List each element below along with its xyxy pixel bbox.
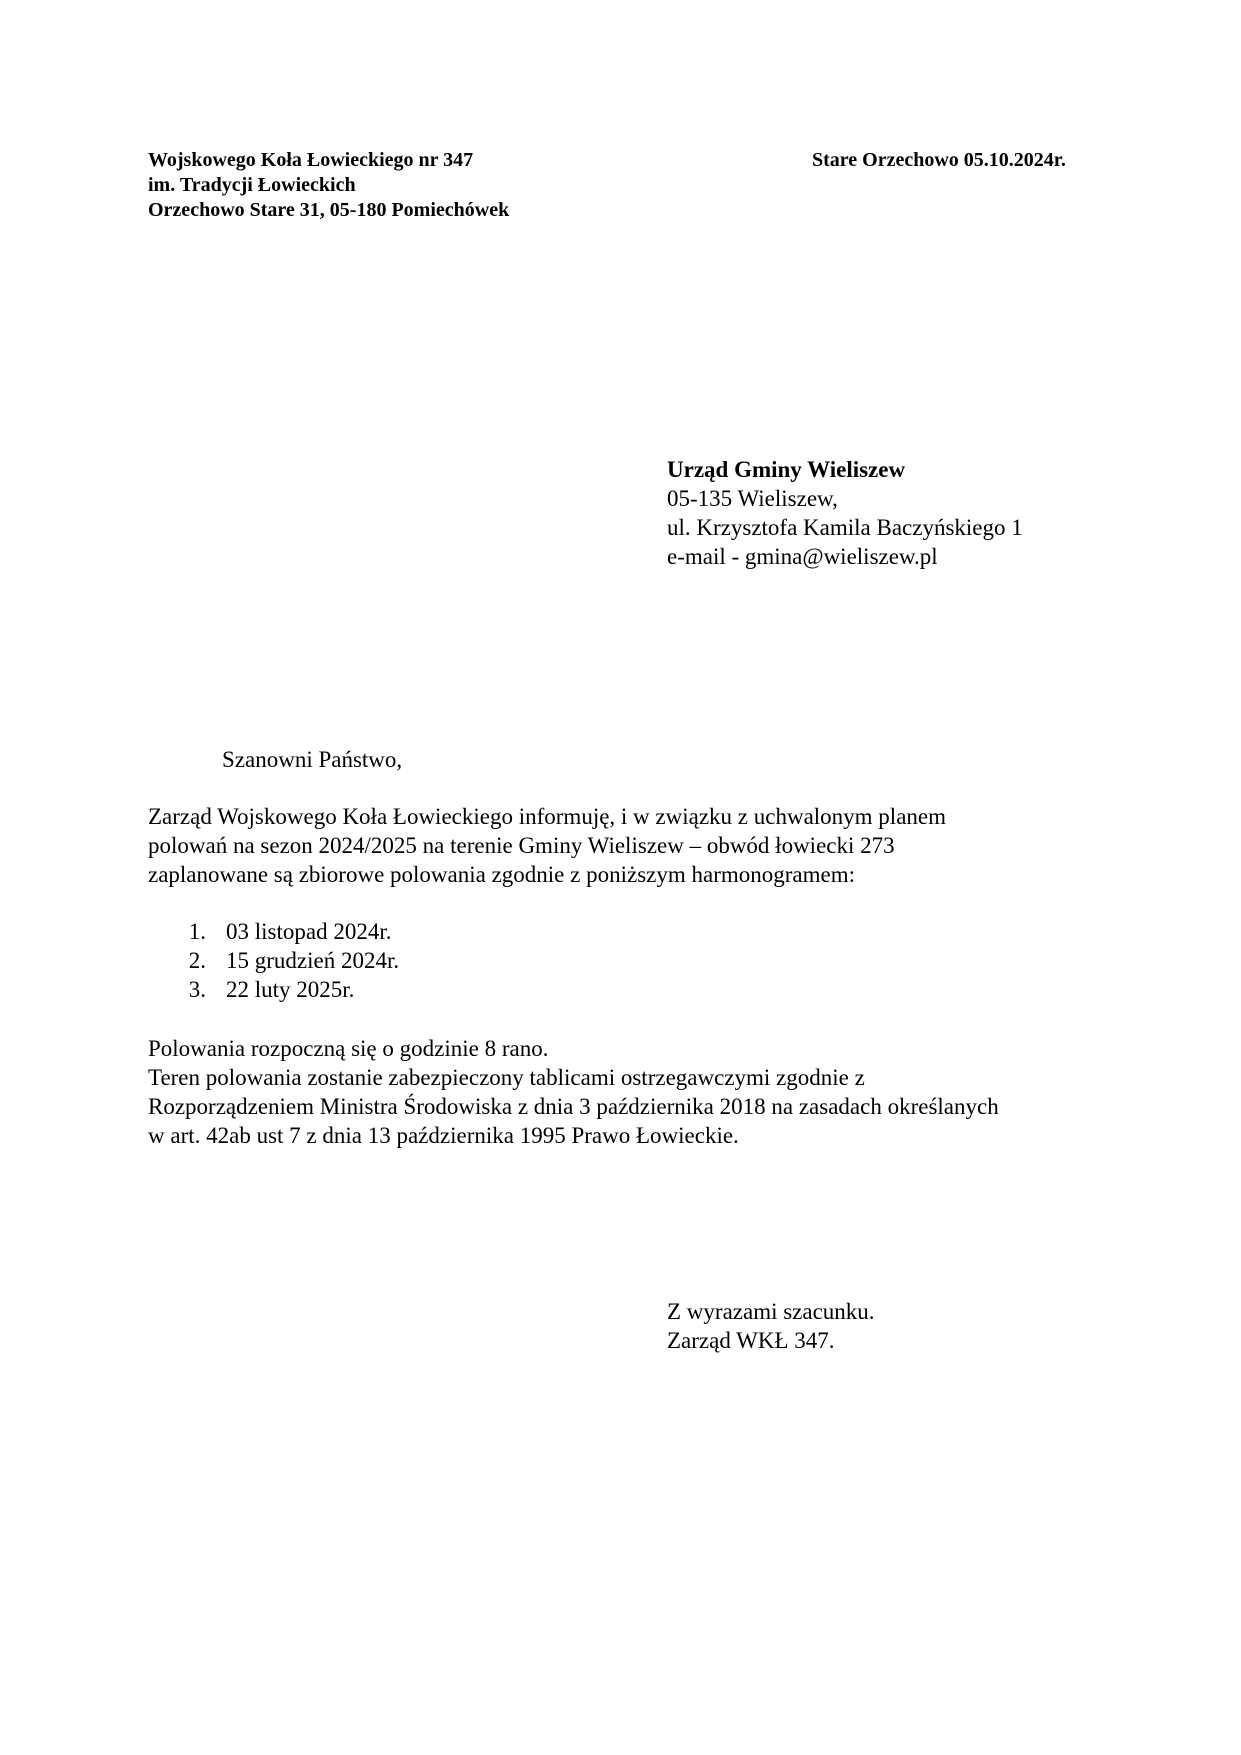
body-paragraph [148, 1034, 999, 1150]
list-item [148, 975, 399, 1004]
intro-paragraph [148, 802, 946, 889]
body-line: w art. 42ab ust 7 z dnia 13 października 1995 Prawo Łowieckie. [148, 1123, 739, 1148]
recipient-name: Urząd Gminy Wieliszew [667, 457, 906, 482]
list-item-number: 1. [188, 919, 206, 944]
body-line: Teren polowania zostanie zabezpieczony tablicami ostrzegawczymi zgodnie z [148, 1065, 865, 1090]
list-item-text: 15 grudzień 2024r. [226, 948, 400, 973]
recipient-address [667, 455, 1023, 571]
place-date: Stare Orzechowo 05.10.2024r. [812, 149, 1066, 171]
list-item [148, 946, 399, 975]
body-line: Polowania rozpoczną się o godzinie 8 rano. [148, 1036, 549, 1061]
signature: Zarząd WKŁ 347. [667, 1328, 835, 1353]
list-item [148, 917, 399, 946]
intro-line: Zarząd Wojskowego Koła Łowieckiego informuję, i w związku z uchwalonym planem [148, 804, 947, 829]
intro-line: zaplanowane są zbiorowe polowania zgodnie z poniższym harmonogramem: [148, 862, 856, 887]
greeting: Szanowni Państwo, [222, 747, 403, 772]
sender-patron: im. Tradycji Łowieckich [148, 174, 356, 196]
list-item-number: 2. [188, 948, 206, 973]
recipient-street: ul. Krzysztofa Kamila Baczyńskiego 1 [667, 515, 1023, 540]
closing-salutation: Z wyrazami szacunku. [667, 1299, 875, 1324]
sender-address [148, 148, 509, 223]
closing-signature [667, 1297, 875, 1355]
recipient-postal: 05-135 Wieliszew, [667, 486, 838, 511]
sender-name: Wojskowego Koła Łowieckiego nr 347 [148, 149, 474, 171]
list-item-number: 3. [188, 977, 206, 1002]
list-item-text: 03 listopad 2024r. [226, 919, 392, 944]
hunt-dates-list [148, 917, 399, 1004]
sender-street: Orzechowo Stare 31, 05-180 Pomiechówek [148, 199, 510, 221]
recipient-email: e-mail - gmina@wieliszew.pl [667, 544, 938, 569]
list-item-text: 22 luty 2025r. [226, 977, 355, 1002]
intro-line: polowań na sezon 2024/2025 na terenie Gminy Wieliszew – obwód łowiecki 273 [148, 833, 895, 858]
body-line: Rozporządzeniem Ministra Środowiska z dnia 3 października 2018 na zasadach określanych [148, 1094, 999, 1119]
